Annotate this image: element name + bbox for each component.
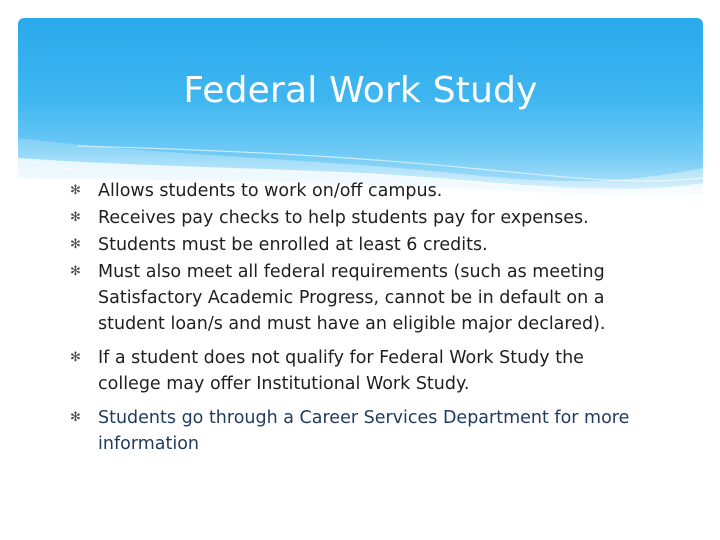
asterisk-icon: ✻: [70, 183, 81, 198]
bullet-text: Receives pay checks to help students pay for expenses.: [98, 208, 589, 228]
list-item: [70, 259, 650, 337]
title-banner: [18, 18, 703, 198]
asterisk-icon: ✻: [70, 237, 81, 252]
list-item: [70, 178, 650, 204]
bullet-text: Students must be enrolled at least 6 credits.: [98, 235, 488, 255]
bullet-text: Students go through a Career Services Department for more information: [98, 408, 630, 454]
list-item: [70, 405, 650, 457]
slide-title: Federal Work Study: [183, 70, 538, 111]
asterisk-icon: ✻: [70, 264, 81, 279]
list-item: [70, 232, 650, 258]
bullet-text: Allows students to work on/off campus.: [98, 181, 443, 201]
list-item: [70, 345, 650, 397]
asterisk-icon: ✻: [70, 410, 81, 425]
bullet-text: Must also meet all federal requirements (such as meeting Satisfactory Academic Progress, cannot be in default on a student loan/s and must have an eligible major declared).: [98, 262, 606, 334]
bullet-text: If a student does not qualify for Federal Work Study the college may offer Institutional Work Study.: [98, 348, 584, 394]
bullet-list: [70, 178, 650, 458]
asterisk-icon: ✻: [70, 210, 81, 225]
list-item: [70, 205, 650, 231]
asterisk-icon: ✻: [70, 350, 81, 365]
